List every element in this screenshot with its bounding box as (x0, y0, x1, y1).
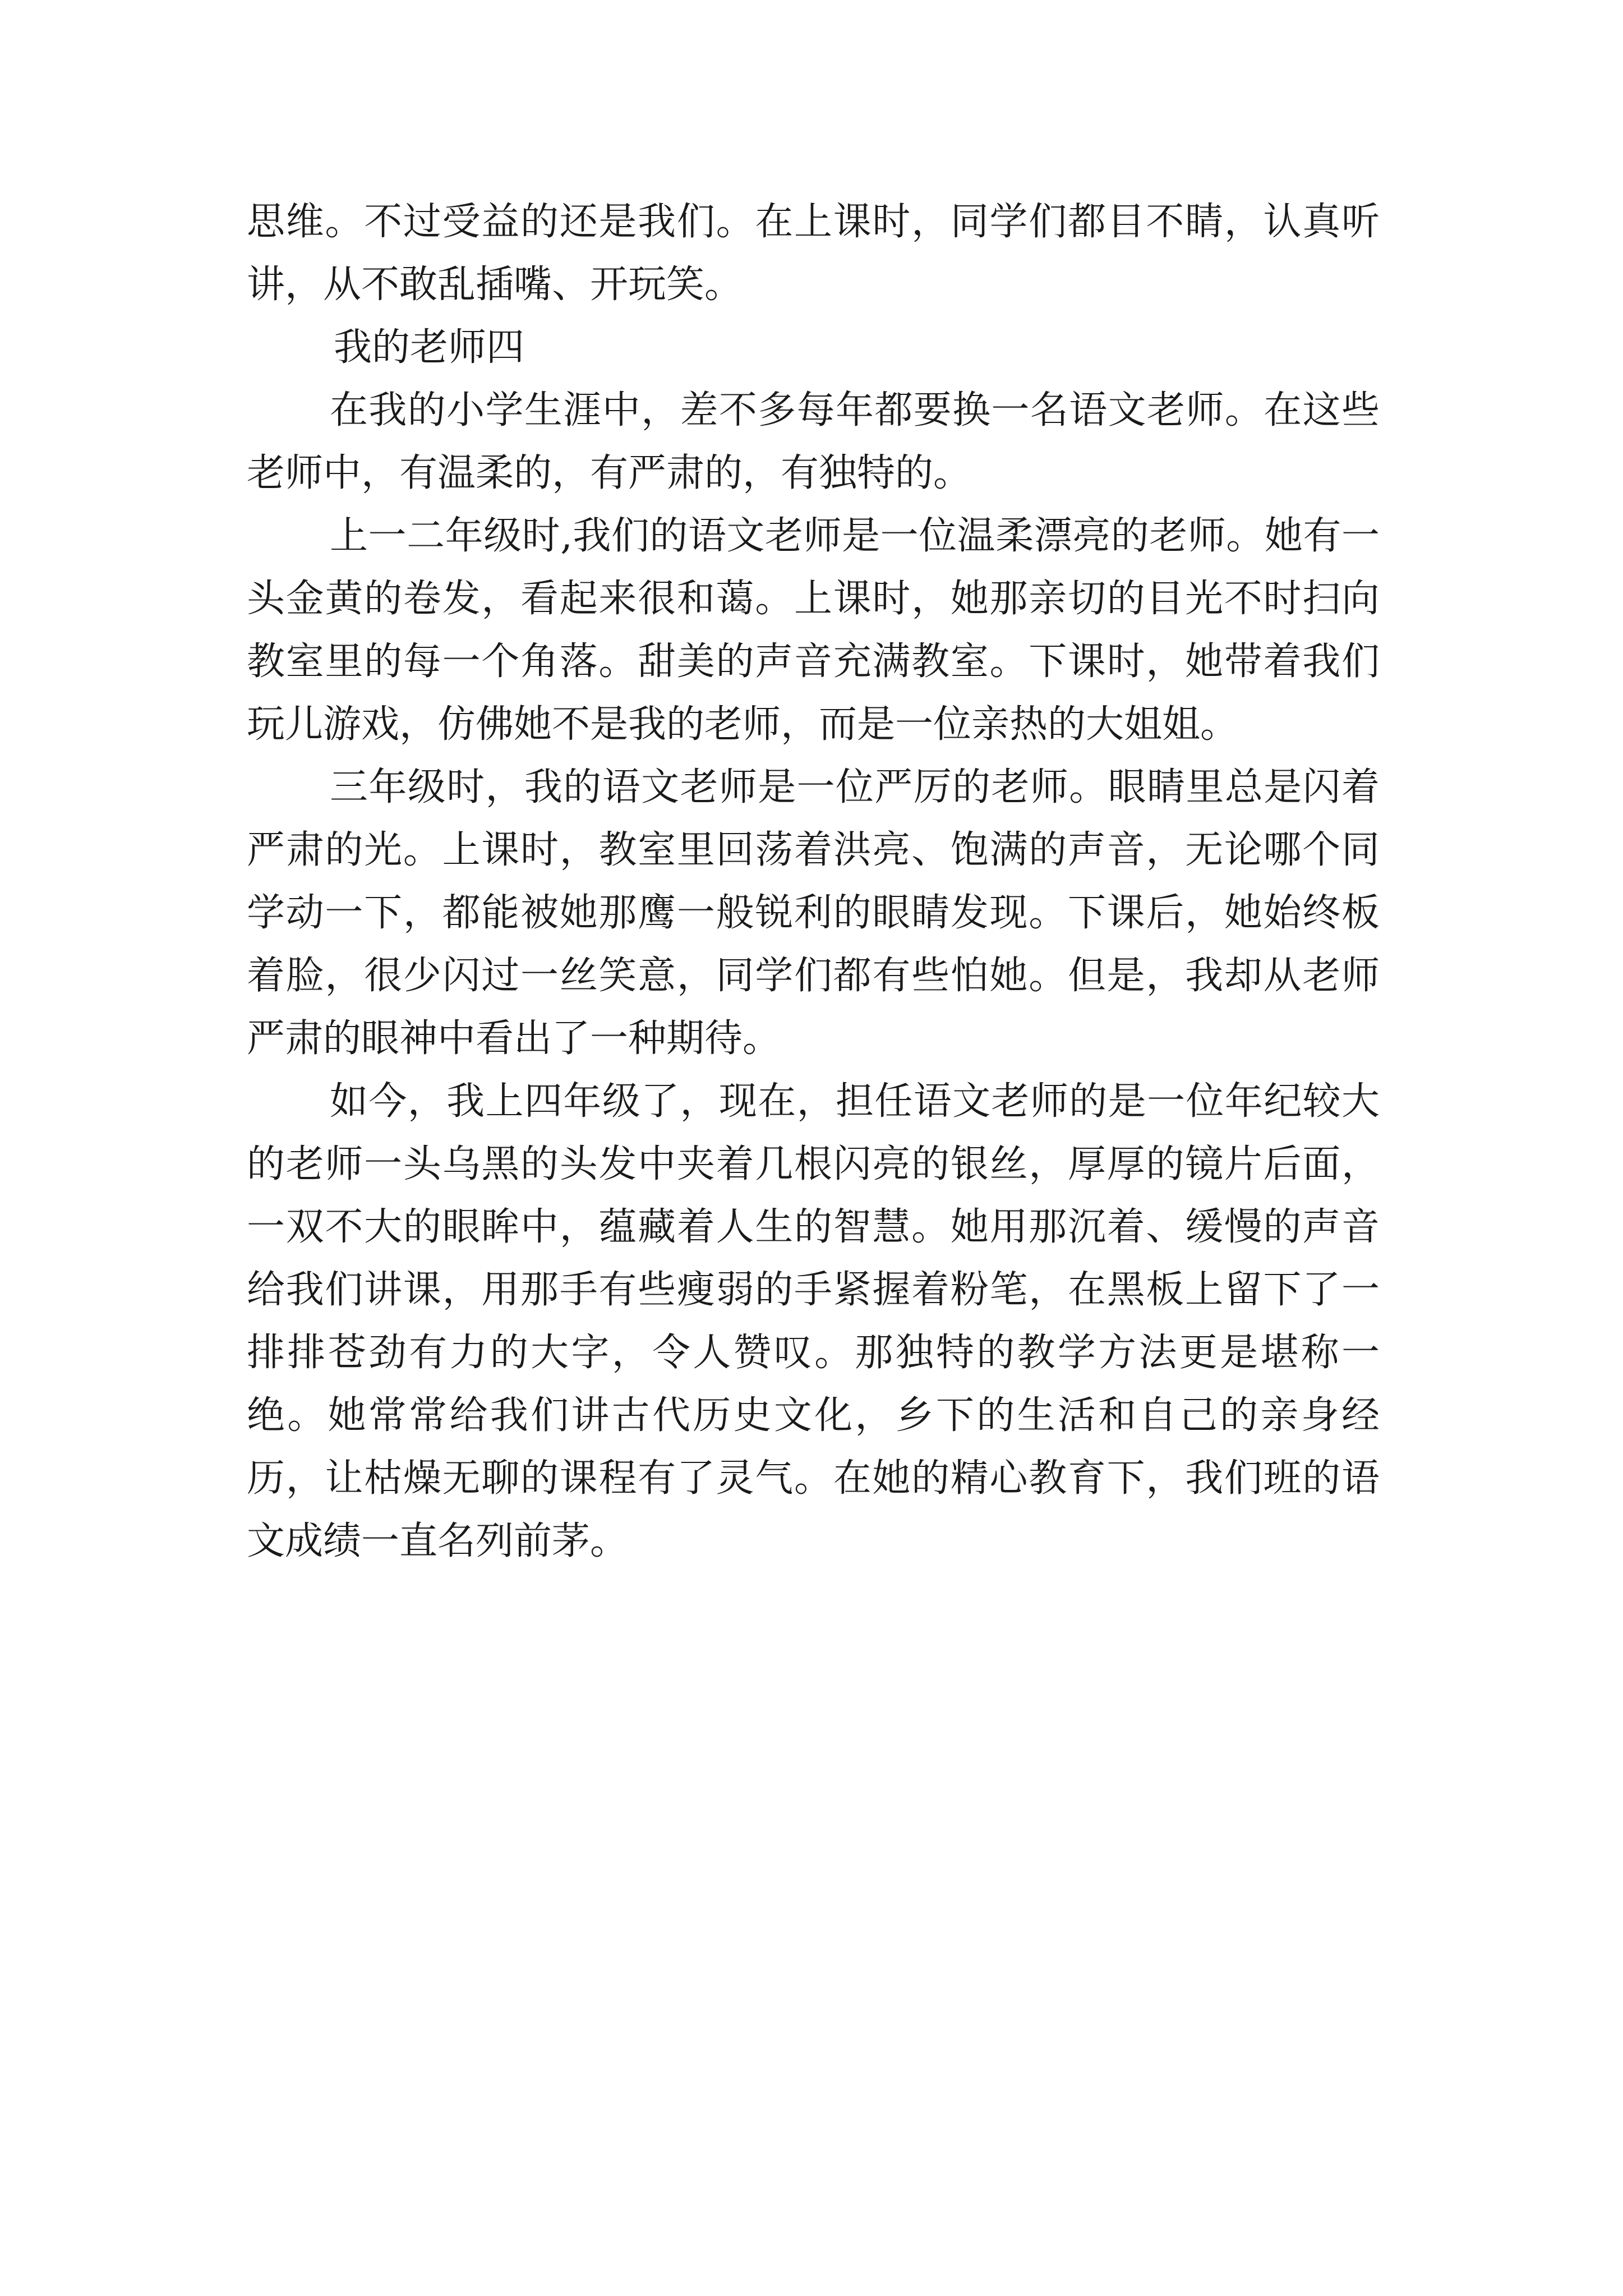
document-body (247, 191, 1380, 1573)
paragraph-grade-3: 三年级时，我的语文老师是一位严厉的老师。眼睛里总是闪着严肃的光。上课时，教室里回荡着洪亮、饱满的声音，无论哪个同学动一下，都能被她那鹰一般锐利的眼睛发现。下课后，她始终板着脸，很少闪过一丝笑意，同学们都有些怕她。但是，我却从老师严肃的眼神中看出了一种期待。 (247, 765, 1380, 1061)
paragraph-grade-4: 如今，我上四年级了，现在，担任语文老师的是一位年纪较大的老师一头乌黑的头发中夹着几根闪亮的银丝，厚厚的镜片后面，一双不大的眼眸中，蕴藏着人生的智慧。她用那沉着、缓慢的声音给我们讲课，用那手有些瘦弱的手紧握着粉笔，在黑板上留下了一排排苍劲有力的大字，令人赞叹。那独特的教学方法更是堪称一绝。她常常给我们讲古代历史文化，乡下的生活和自己的亲身经历，让枯燥无聊的课程有了灵气。在她的精心教育下，我们班的语文成绩一直名列前茅。 (247, 1079, 1380, 1563)
paragraph-carryover: 思维。不过受益的还是我们。在上课时，同学们都目不睛，认真听讲，从不敢乱插嘴、开玩笑。 (247, 200, 1380, 307)
section-heading: 我的老师四 (334, 325, 525, 370)
paragraph-grade-1-2: 上一二年级时,我们的语文老师是一位温柔漂亮的老师。她有一头金黄的卷发，看起来很和蔼。上课时，她那亲切的目光不时扫向教室里的每一个角落。甜美的声音充满教室。下课时，她带着我们玩儿游戏，仿佛她不是我的老师，而是一位亲热的大姐姐。 (247, 514, 1380, 747)
paragraph-intro: 在我的小学生涯中，差不多每年都要换一名语文老师。在这些老师中，有温柔的，有严肃的，有独特的。 (247, 388, 1380, 495)
